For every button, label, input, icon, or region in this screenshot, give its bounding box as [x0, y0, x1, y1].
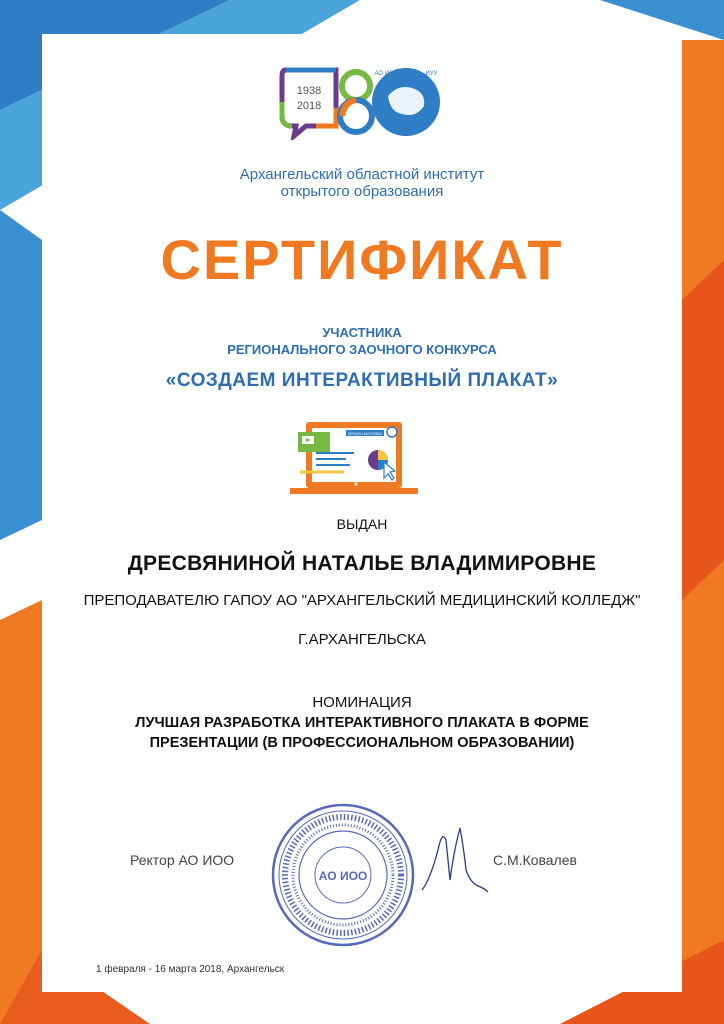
nomination-label: НОМИНАЦИЯ: [312, 694, 412, 711]
anniversary-logo: [276, 62, 446, 140]
institute-name-line2: открытого образования: [280, 183, 444, 200]
contest-line2: РЕГИОНАЛЬНОГО ЗАОЧНОГО КОНКУРСА: [227, 342, 497, 357]
recipient-name: ДРЕСВЯНИНОЙ НАТАЛЬЕ ВЛАДИМИРОВНЕ: [127, 552, 597, 575]
institute-name-line1: Архангельский областной институт: [239, 166, 485, 183]
screen-label: ОБРАЗЕЦ ЗАГОЛОВКА: [347, 432, 383, 436]
stamp-center-text: АО ИОО: [318, 869, 368, 883]
contest-name: «СОЗДАЕМ ИНТЕРАКТИВНЫЙ ПЛАКАТ»: [165, 370, 559, 391]
contest-line1: УЧАСТНИКА: [322, 325, 402, 340]
logo-year-start: 1938: [296, 85, 322, 97]
recipient-city: Г.АРХАНГЕЛЬСКА: [298, 631, 426, 648]
certificate-title: СЕРТИФИКАТ: [160, 228, 564, 291]
date-location: 1 февраля - 16 марта 2018, Архангельск: [96, 964, 285, 975]
logo-year-end: 2018: [296, 100, 322, 112]
official-stamp: [268, 800, 418, 950]
laptop-illustration: [286, 418, 422, 506]
logo-circle-text: АО ИОО · ИППК · ИУУ: [374, 71, 438, 77]
nomination-text: ЛУЧШАЯ РАЗРАБОТКА ИНТЕРАКТИВНОГО ПЛАКАТА В ФОРМЕ ПРЕЗЕНТАЦИИ (В ПРОФЕССИОНАЛЬНОМ ОБРАЗОВАНИИ): [135, 715, 589, 751]
handwritten-signature: [420, 820, 490, 900]
signatory-name: С.М.Ковалев: [493, 852, 577, 868]
issued-label: ВЫДАН: [336, 516, 388, 532]
signatory-role: Ректор АО ИОО: [130, 852, 235, 868]
recipient-position: ПРЕПОДАВАТЕЛЮ ГАПОУ АО "АРХАНГЕЛЬСКИЙ МЕДИЦИНСКИЙ КОЛЛЕДЖ": [83, 592, 641, 609]
